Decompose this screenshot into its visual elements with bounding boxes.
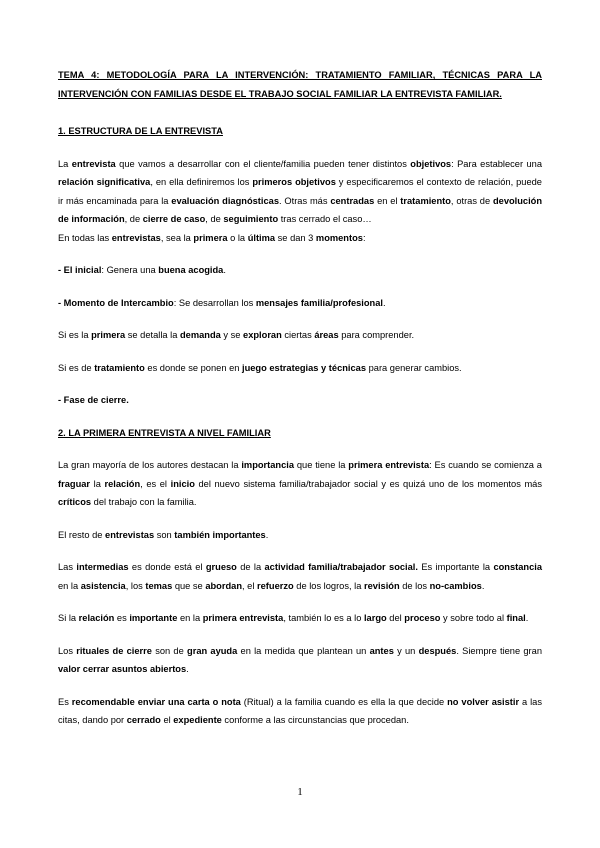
paragraph-first-interview-importance: La gran mayoría de los autores destacan la importancia que tiene la primera entrevista: Es cuando se comienza a fraguar la relación, es el inicio del nuevo sistema familia/trabajador social y es quizá uno de los momentos más críticos del trabajo con la familia. (58, 460, 543, 507)
paragraph-first-interview-detail: Si es la primera se detalla la demanda y se exploran ciertas áreas para comprender. (58, 330, 415, 340)
title-line-2: INTERVENCIÓN CON FAMILIAS DESDE EL TRABAJO SOCIAL FAMILIAR LA ENTREVISTA FAMILIAR. (58, 88, 502, 99)
moment-exchange: - Momento de Intercambio: Se desarrollan los mensajes familia/profesional. (58, 297, 386, 308)
page-number: 1 (297, 786, 303, 798)
paragraph-other-interviews: El resto de entrevistas son también importantes. (58, 529, 269, 540)
paragraph-relationship-process: Si la relación es importante en la primera entrevista, también lo es a lo largo del proceso y sobre todo al final. (58, 613, 529, 623)
section-2-heading: 2. LA PRIMERA ENTREVISTA A NIVEL FAMILIAR (58, 427, 271, 438)
section-1-heading: 1. ESTRUCTURA DE LA ENTREVISTA (58, 126, 223, 136)
moment-closing: - Fase de cierre. (58, 395, 129, 405)
title-line-1: TEMA 4: METODOLOGÍA PARA LA INTERVENCIÓN: TRATAMIENTO FAMILIAR, TÉCNICAS PARA LA (58, 70, 542, 80)
document-title (58, 66, 542, 103)
moment-initial: - El inicial: Genera una buena acogida. (58, 265, 226, 275)
paragraph-interview-objectives: La entrevista que vamos a desarrollar con el cliente/familia pueden tener distintos objetivos: Para establecer una relación significativa, en ella definiremos los primeros objetivos y especificaremos el contexto de relación, puede ir más encaminada para la evaluación diagnósticas. Otras más centradas en el tratamiento, otras de devolución de información, de cierre de caso, de seguimiento tras cerrado el caso… En todas las entrevistas, sea la primera o la última se dan 3 momentos: (58, 158, 543, 243)
paragraph-closing-letter: Es recomendable enviar una carta o nota (Ritual) a la familia cuando es ella la que decide no volver asistir a las citas, dando por cerrado el expediente conforme a las circunstancias que procedan. (58, 696, 542, 725)
paragraph-closing-rituals: Los rituales de cierre son de gran ayuda en la medida que plantean un antes y un después. Siempre tiene gran valor cerrar asuntos abiertos. (58, 645, 542, 674)
paragraph-intermediate-interviews: Las intermedias es donde está el grueso de la actividad familia/trabajador social. Es importante la constancia en la asistencia, los temas que se abordan, el refuerzo de los logros, la revisión de los no-cambios. (58, 562, 543, 591)
document-body (58, 66, 542, 730)
paragraph-treatment-detail: Si es de tratamiento es donde se ponen en juego estrategias y técnicas para generar cambios. (58, 362, 462, 373)
